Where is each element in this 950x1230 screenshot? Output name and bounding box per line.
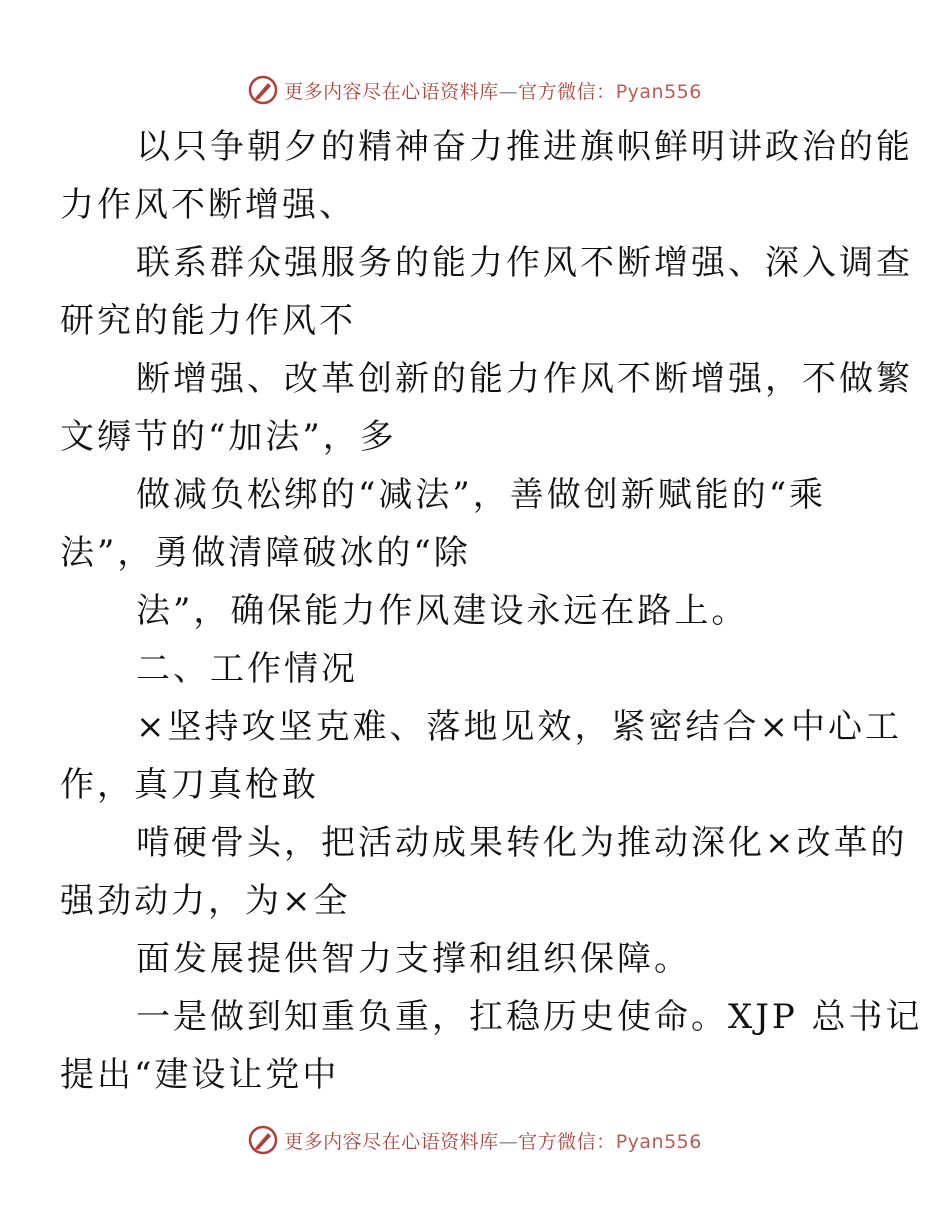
banner-tail: 官方微信： — [518, 1130, 616, 1153]
banner-wechat-id: Pyan556 — [615, 80, 702, 103]
paragraph — [60, 118, 913, 234]
banner-tail: 官方微信： — [518, 80, 616, 103]
banner-wechat-id: Pyan556 — [615, 1130, 702, 1153]
paragraph-line: 断增强、改革创新的能力作风不断增强，不做繁 — [136, 359, 913, 399]
paragraph-line: 强劲动力，为×全 — [60, 881, 351, 921]
paragraph-line: 文缛节的“加法”，多 — [60, 417, 397, 457]
section-heading-text: 二、工作情况 — [136, 649, 358, 689]
paragraph — [60, 466, 858, 582]
paragraph-line: 面发展提供智力支撑和组织保障。 — [136, 939, 691, 979]
paragraph-line: 以只争朝夕的精神奋力推进旗帜鲜明讲政治的能 — [136, 127, 913, 167]
paragraph-line: 作，真刀真枪敢 — [60, 765, 319, 805]
paragraph-line: 联系群众强服务的能力作风不断增强、深入调查 — [136, 243, 913, 283]
header-banner — [0, 70, 950, 110]
paragraph — [98, 930, 858, 988]
banner-dash: — — [498, 1130, 519, 1153]
banner-main: 更多内容尽在心语资料库 — [284, 1130, 499, 1153]
pen-logo-icon — [248, 1125, 278, 1155]
paragraph-line: 法”，确保能力作风建设永远在路上。 — [136, 591, 749, 631]
paragraph-line: 力作风不断增强、 — [60, 185, 356, 225]
paragraph — [60, 698, 902, 814]
paragraph-line: 提出“建设让党中 — [60, 1055, 340, 1095]
banner-text — [284, 77, 702, 104]
paragraph — [98, 582, 858, 640]
paragraph — [60, 814, 908, 930]
paragraph-line: ×坚持攻坚克难、落地见效，紧密结合×中心工 — [136, 707, 902, 747]
paragraph-line: 啃硬骨头，把活动成果转化为推动深化×改革的 — [136, 823, 908, 863]
footer-banner — [0, 1120, 950, 1160]
paragraph — [60, 350, 913, 466]
paragraph-line: 研究的能力作风不 — [60, 301, 356, 341]
section-heading — [98, 640, 858, 698]
banner-text — [284, 1127, 702, 1154]
pen-logo-icon — [248, 75, 278, 105]
paragraph-line: 做减负松绑的“减法”，善做创新赋能的“乘 — [136, 475, 827, 515]
banner-dash: — — [498, 80, 519, 103]
paragraph-line: 法”，勇做清障破冰的“除 — [60, 533, 471, 573]
document-body — [60, 118, 923, 1104]
paragraph-line: 一是做到知重负重，扛稳历史使命。XJP 总书记 — [136, 997, 923, 1037]
paragraph — [60, 988, 923, 1104]
banner-main: 更多内容尽在心语资料库 — [284, 80, 499, 103]
paragraph — [60, 234, 913, 350]
